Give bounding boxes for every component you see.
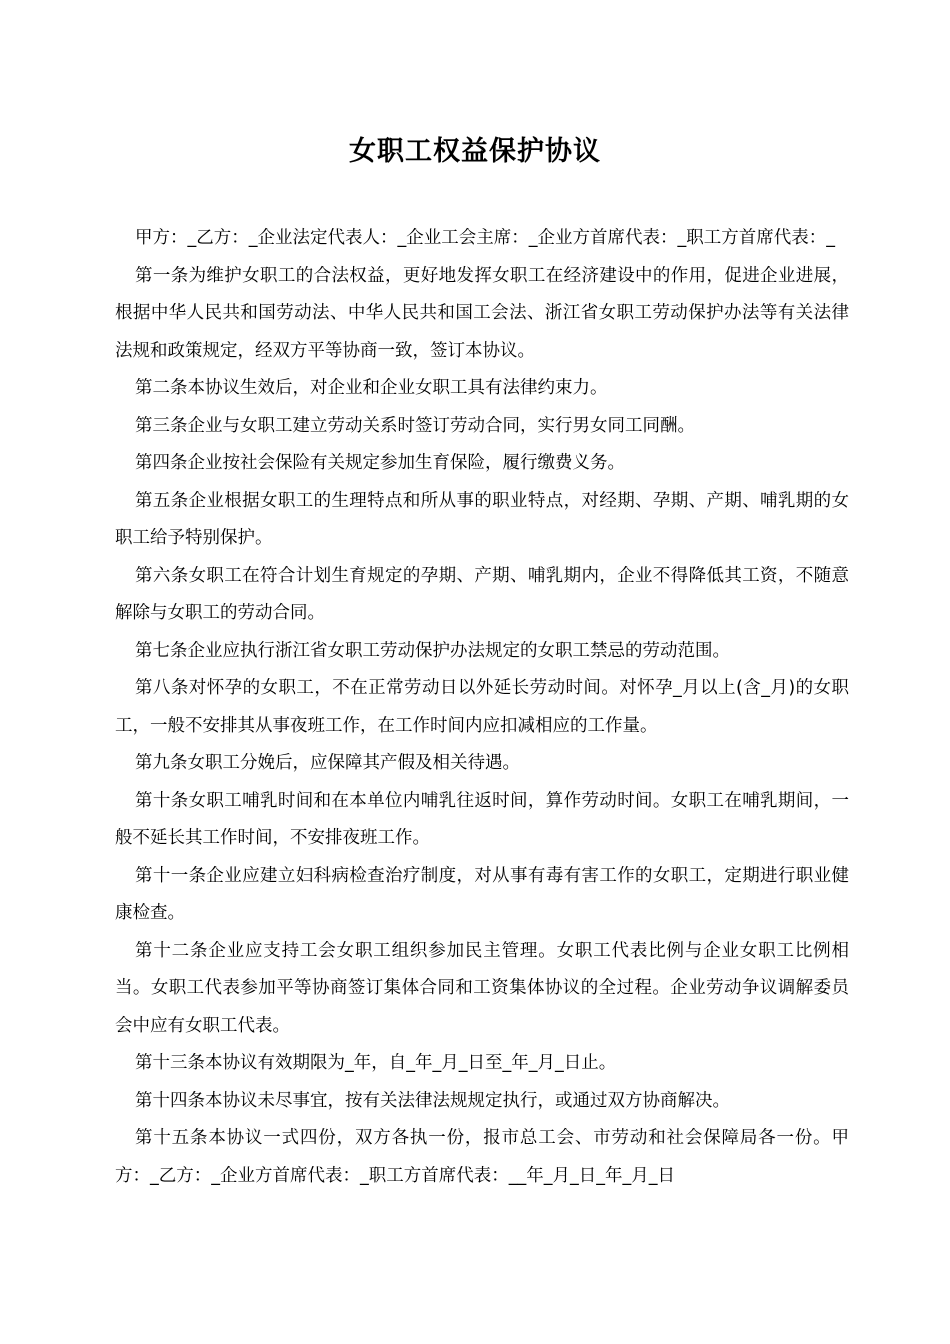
paragraph-article-3: 第三条企业与女职工建立劳动关系时签订劳动合同，实行男女同工同酬。 (135, 415, 695, 436)
paragraph-article-4: 第四条企业按社会保险有关规定参加生育保险，履行缴费义务。 (135, 453, 625, 473)
paragraph-article-15: 第十五条本协议一式四份，双方各执一份，报市总工会、市劳动和社会保障局各一份。甲方：_乙方：_企业方首席代表：_职工方首席代表：__年_月_日_年_月_日 (115, 1128, 849, 1186)
document-body (115, 220, 849, 1195)
paragraph-article-11: 第十一条企业应建立妇科病检查治疗制度，对从事有毒有害工作的女职工，定期进行职业健康检查。 (115, 865, 849, 923)
paragraph-article-5: 第五条企业根据女职工的生理特点和所从事的职业特点，对经期、孕期、产期、哺乳期的女职工给予特别保护。 (115, 490, 849, 548)
paragraph-article-14: 第十四条本协议未尽事宜，按有关法律法规规定执行，或通过双方协商解决。 (135, 1090, 730, 1111)
paragraph-parties: 甲方：_乙方：_企业法定代表人：_企业工会主席：_企业方首席代表：_职工方首席代表：_ (135, 228, 835, 248)
paragraph-article-2: 第二条本协议生效后，对企业和企业女职工具有法律约束力。 (135, 378, 608, 398)
paragraph-article-10: 第十条女职工哺乳时间和在本单位内哺乳往返时间，算作劳动时间。女职工在哺乳期间，一般不延长其工作时间，不安排夜班工作。 (115, 790, 849, 848)
paragraph-article-13: 第十三条本协议有效期限为_年，自_年_月_日至_年_月_日止。 (135, 1053, 617, 1073)
paragraph-article-8: 第八条对怀孕的女职工，不在正常劳动日以外延长劳动时间。对怀孕_月以上(含_月)的女职工，一般不安排其从事夜班工作，在工作时间内应扣减相应的工作量。 (115, 678, 849, 736)
paragraph-article-9: 第九条女职工分娩后，应保障其产假及相关待遇。 (135, 753, 520, 773)
paragraph-article-12: 第十二条企业应支持工会女职工组织参加民主管理。女职工代表比例与企业女职工比例相当。女职工代表参加平等协商签订集体合同和工资集体协议的全过程。企业劳动争议调解委员会中应有女职工代表。 (115, 940, 849, 1036)
paragraph-article-1: 第一条为维护女职工的合法权益，更好地发挥女职工在经济建设中的作用，促进企业进展，根据中华人民共和国劳动法、中华人民共和国工会法、浙江省女职工劳动保护办法等有关法律法规和政策规定，经双方平等协商一致，签订本协议。 (115, 265, 849, 361)
paragraph-article-6: 第六条女职工在符合计划生育规定的孕期、产期、哺乳期内，企业不得降低其工资，不随意解除与女职工的劳动合同。 (115, 565, 849, 623)
document-title: 女职工权益保护协议 (349, 136, 601, 167)
paragraph-article-7: 第七条企业应执行浙江省女职工劳动保护办法规定的女职工禁忌的劳动范围。 (135, 640, 730, 661)
